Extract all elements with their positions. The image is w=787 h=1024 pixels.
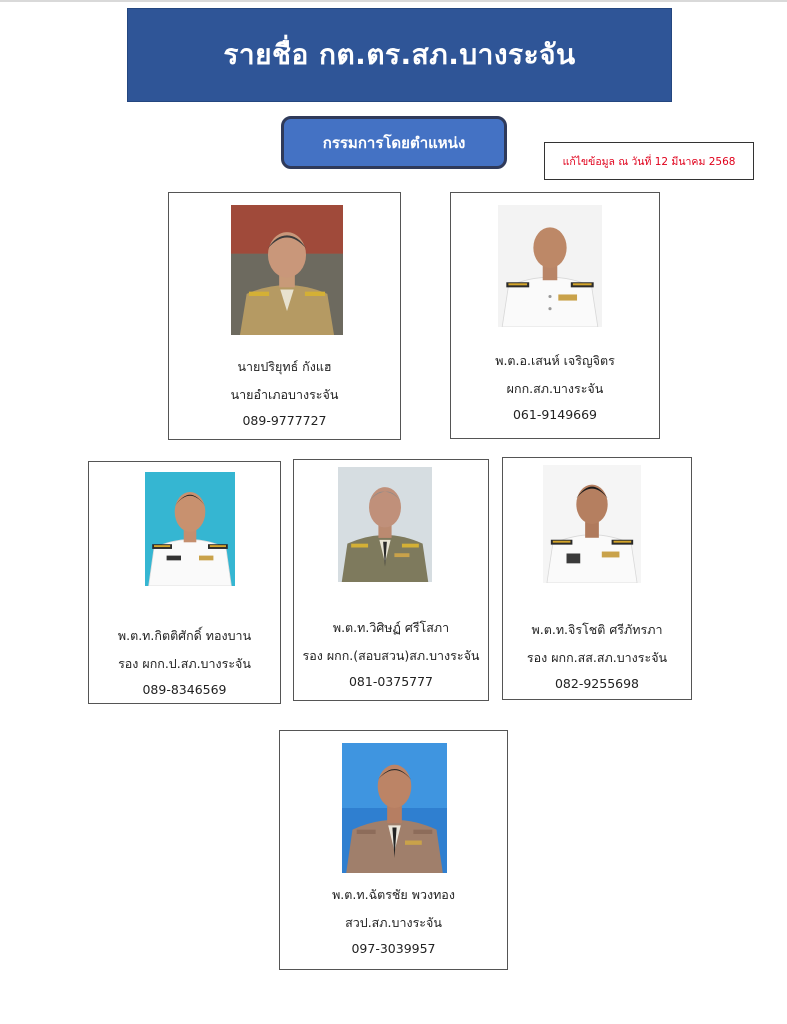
member-name: พ.ต.ท.วิศิษฏ์ ศรีโสภา — [332, 620, 450, 635]
member-card — [88, 461, 281, 704]
member-phone: 082-9255698 — [554, 676, 640, 691]
member-card — [279, 730, 508, 970]
member-card — [168, 192, 401, 440]
section-heading-label: กรรมการโดยตำแหน่ง — [322, 133, 466, 152]
member-position: รอง ผกก.(สอบสวน)สภ.บางระจัน — [302, 648, 480, 663]
member-card — [450, 192, 660, 439]
member-position: นายอำเภอบางระจัน — [230, 387, 339, 402]
member-name: พ.ต.อ.เสนห์ เจริญจิตร — [495, 353, 615, 368]
member-photo — [498, 205, 602, 327]
member-position: รอง ผกก.สส.สภ.บางระจัน — [526, 650, 668, 665]
member-photo — [338, 467, 432, 582]
member-name: พ.ต.ท.ฉัตรชัย พวงทอง — [332, 887, 455, 902]
member-photo — [543, 465, 641, 583]
page-title: รายชื่อ กต.ตร.สภ.บางระจัน — [223, 38, 576, 71]
member-phone: 097-3039957 — [351, 941, 436, 956]
member-photo — [145, 472, 235, 586]
member-photo — [231, 205, 343, 335]
title-banner — [127, 8, 672, 102]
member-card — [502, 457, 692, 700]
member-name: พ.ต.ท.กิตติศักดิ์ ทองบาน — [117, 628, 252, 643]
top-divider — [0, 0, 787, 2]
member-phone: 061-9149669 — [512, 407, 598, 422]
section-heading-button — [281, 116, 507, 169]
member-position: รอง ผกก.ป.สภ.บางระจัน — [118, 656, 251, 671]
member-photo — [342, 743, 447, 873]
member-name: พ.ต.ท.จิรโชติ ศรีภัทรภา — [531, 622, 663, 637]
member-position: สวป.สภ.บางระจัน — [345, 915, 442, 930]
member-card — [293, 459, 489, 701]
update-note-text: แก้ไขข้อมูล ณ วันที่ 12 มีนาคม 2568 — [562, 155, 736, 168]
member-phone: 089-8346569 — [142, 682, 227, 697]
member-phone: 081-0375777 — [348, 674, 434, 689]
member-name: นายปริยุทธ์ กังแฮ — [237, 359, 332, 374]
member-position: ผกก.สภ.บางระจัน — [506, 381, 604, 396]
update-note-box — [544, 142, 754, 180]
member-phone: 089-9777727 — [242, 413, 327, 428]
